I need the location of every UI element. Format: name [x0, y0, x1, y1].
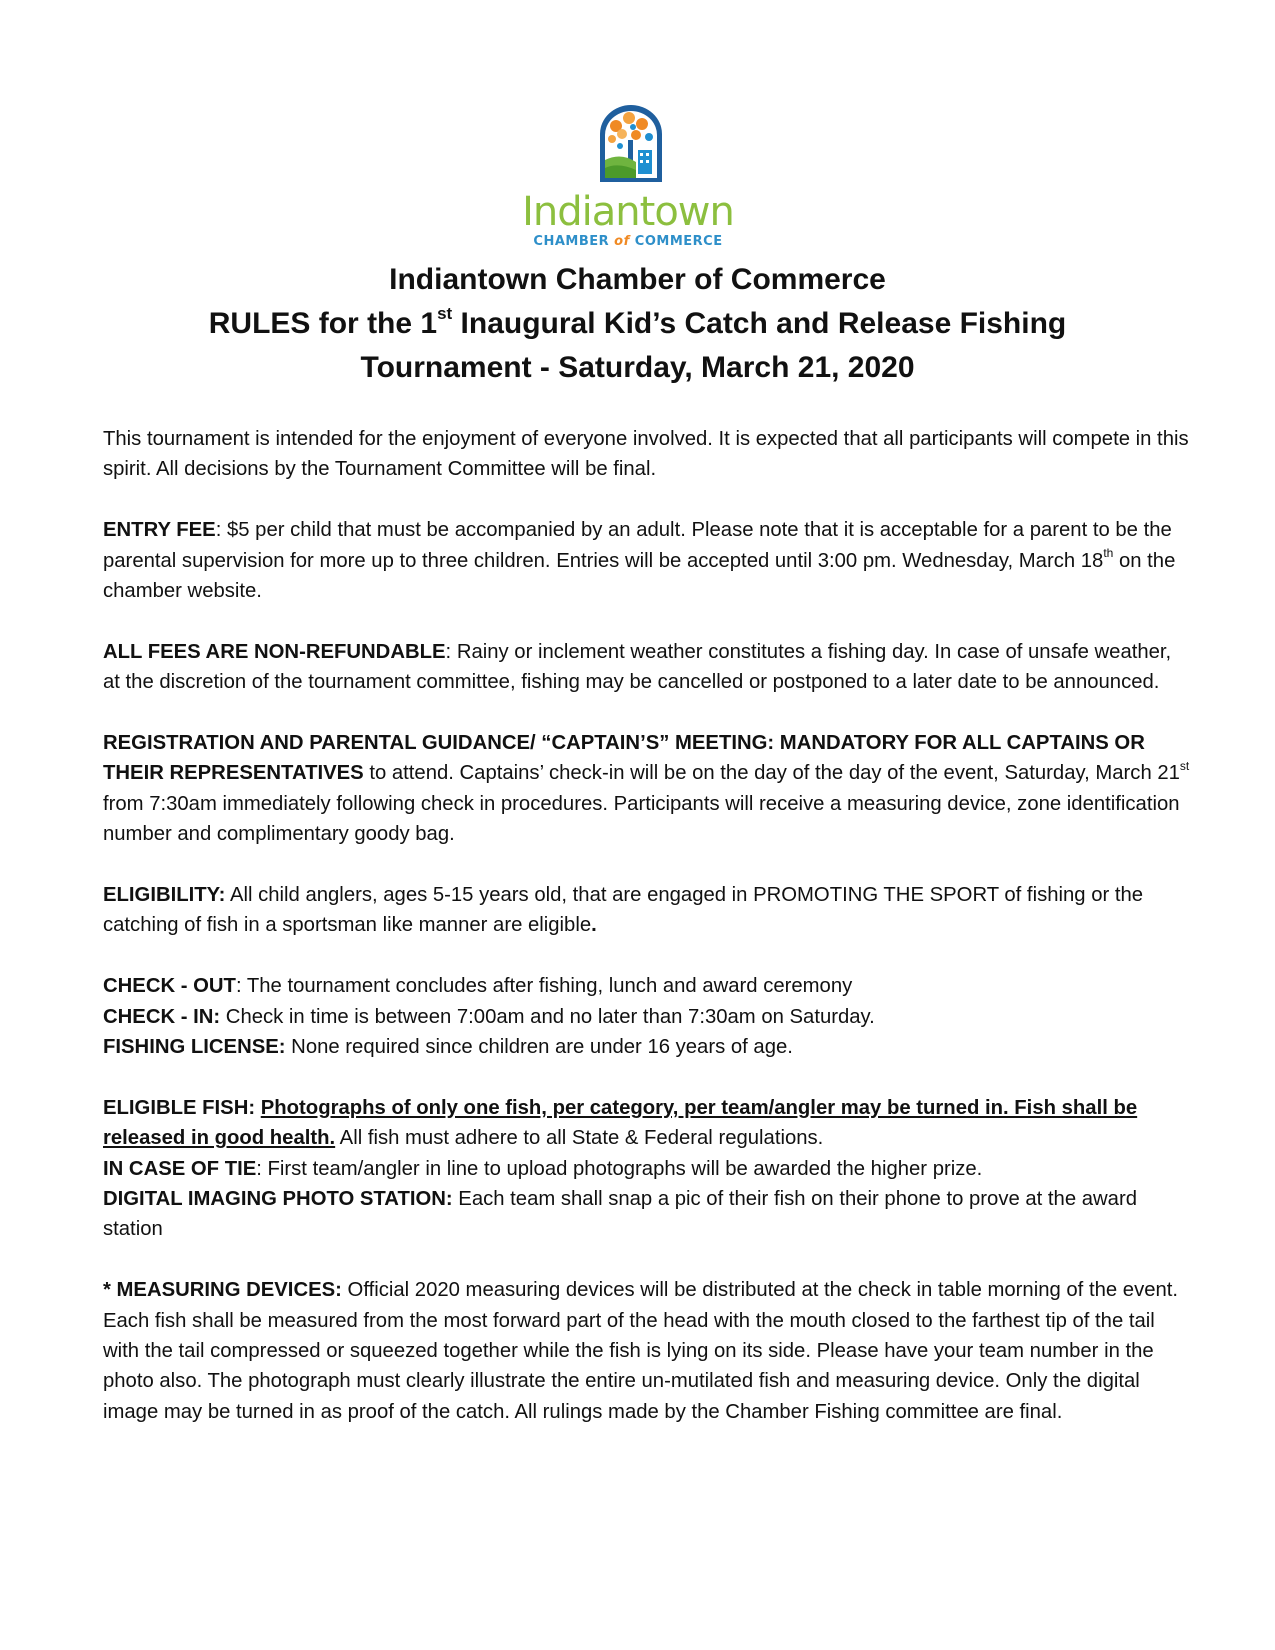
photo-station-label: DIGITAL IMAGING PHOTO STATION:: [103, 1188, 453, 1211]
eligibility-paragraph: ELIGIBILITY: All child anglers, ages 5-15 years old, that are engaged in PROMOTING THE SPORT of fishing or the catching of fish in a sportsman like manner are eligible.: [103, 884, 1144, 937]
entry-fee-paragraph: ENTRY FEE: $5 per child that must be accompanied by an adult. Please note that it is acceptable for a parent to be the parental supervision for more up to three children. Entries will be accepted until 3:00 pm. Wednesday, March 18th on the chamber website.: [103, 519, 1176, 603]
photo-station-paragraph: DIGITAL IMAGING PHOTO STATION: Each team shall snap a pic of their fish on their phone to prove at the award station: [103, 1188, 1137, 1241]
measuring-paragraph: * MEASURING DEVICES: Official 2020 measuring devices will be distributed at the check in table morning of the event. Each fish shall be measured from the most forward part of the head with the mouth closed to the farthest tip of the tail with the tail compressed or squeezed together while the fish is lying on its side. Please have your team number in the photo also. The photograph must clearly illustrate the entire un-mutilated fish and measuring device. Only the digital image may be turned in as proof of the catch. All rulings made by the Chamber Fishing committee are final.: [103, 1279, 1179, 1423]
title-line-2: RULES for the 1st Inaugural Kid’s Catch and Release Fishing: [208, 304, 1067, 340]
checkout-line: CHECK - OUT: The tournament concludes after fishing, lunch and award ceremony: [103, 975, 853, 998]
entry-fee-label: ENTRY FEE: [103, 519, 216, 542]
logo-wordmark: Indiantown: [522, 189, 734, 235]
tie-label: IN CASE OF TIE: [103, 1157, 257, 1180]
intro-paragraph: This tournament is intended for the enjoyment of everyone involved. It is expected that all participants will compete in this spirit. All decisions by the Tournament Committee will be final.: [103, 428, 1189, 481]
logo-subtitle: CHAMBER of COMMERCE: [533, 234, 723, 249]
checkout-label: CHECK - OUT: [103, 975, 236, 998]
eligible-fish-rule: Photographs of only one fish, per category, per team/angler may be turned in. Fish shall be released in good health.: [103, 1096, 1138, 1150]
chamber-emblem-icon: [596, 104, 666, 182]
checkin-label: CHECK - IN:: [103, 1005, 221, 1028]
title-line-1: Indiantown Chamber of Commerce: [389, 263, 886, 296]
license-line: FISHING LICENSE: None required since children are under 16 years of age.: [103, 1036, 793, 1059]
eligibility-label: ELIGIBILITY:: [103, 884, 226, 907]
measuring-label: * MEASURING DEVICES:: [103, 1279, 342, 1302]
fees-paragraph: ALL FEES ARE NON-REFUNDABLE: Rainy or inclement weather constitutes a fishing day. In case of unsafe weather, at the discretion of the tournament committee, fishing may be cancelled or postponed to a later date to be announced.: [103, 640, 1172, 694]
fees-label: ALL FEES ARE NON-REFUNDABLE: [103, 640, 446, 663]
tie-line: IN CASE OF TIE: First team/angler in line to upload photographs will be awarded the higher prize.: [103, 1157, 983, 1180]
registration-paragraph: REGISTRATION AND PARENTAL GUIDANCE/ “CAPTAIN’S” MEETING: MANDATORY FOR ALL CAPTAINS OR THEIR REPRESENTATIVES to attend. Captains’ check-in will be on the day of the day of the event, Saturday, March 21st from 7:30am immediately following check in procedures. Participants will receive a measuring device, zone identification number and complimentary goody bag.: [103, 732, 1190, 846]
page-title: [100, 258, 1175, 390]
eligible-fish-label: ELIGIBLE FISH:: [103, 1096, 256, 1119]
chamber-logo: [500, 104, 740, 254]
rules-body: [103, 424, 1193, 1458]
eligible-fish-paragraph: ELIGIBLE FISH: Photographs of only one fish, per category, per team/angler may be turned in. Fish shall be released in good health. All fish must adhere to all State & Federal regulations.: [103, 1096, 1138, 1150]
license-label: FISHING LICENSE:: [103, 1036, 286, 1059]
registration-label: REGISTRATION AND PARENTAL GUIDANCE/ “CAPTAIN’S” MEETING: MANDATORY FOR ALL CAPTAINS OR THEIR REPRESENTATIVES: [103, 732, 1145, 785]
checkin-line: CHECK - IN: Check in time is between 7:00am and no later than 7:30am on Saturday.: [103, 1005, 875, 1028]
title-line-3: Tournament - Saturday, March 21, 2020: [360, 351, 915, 384]
